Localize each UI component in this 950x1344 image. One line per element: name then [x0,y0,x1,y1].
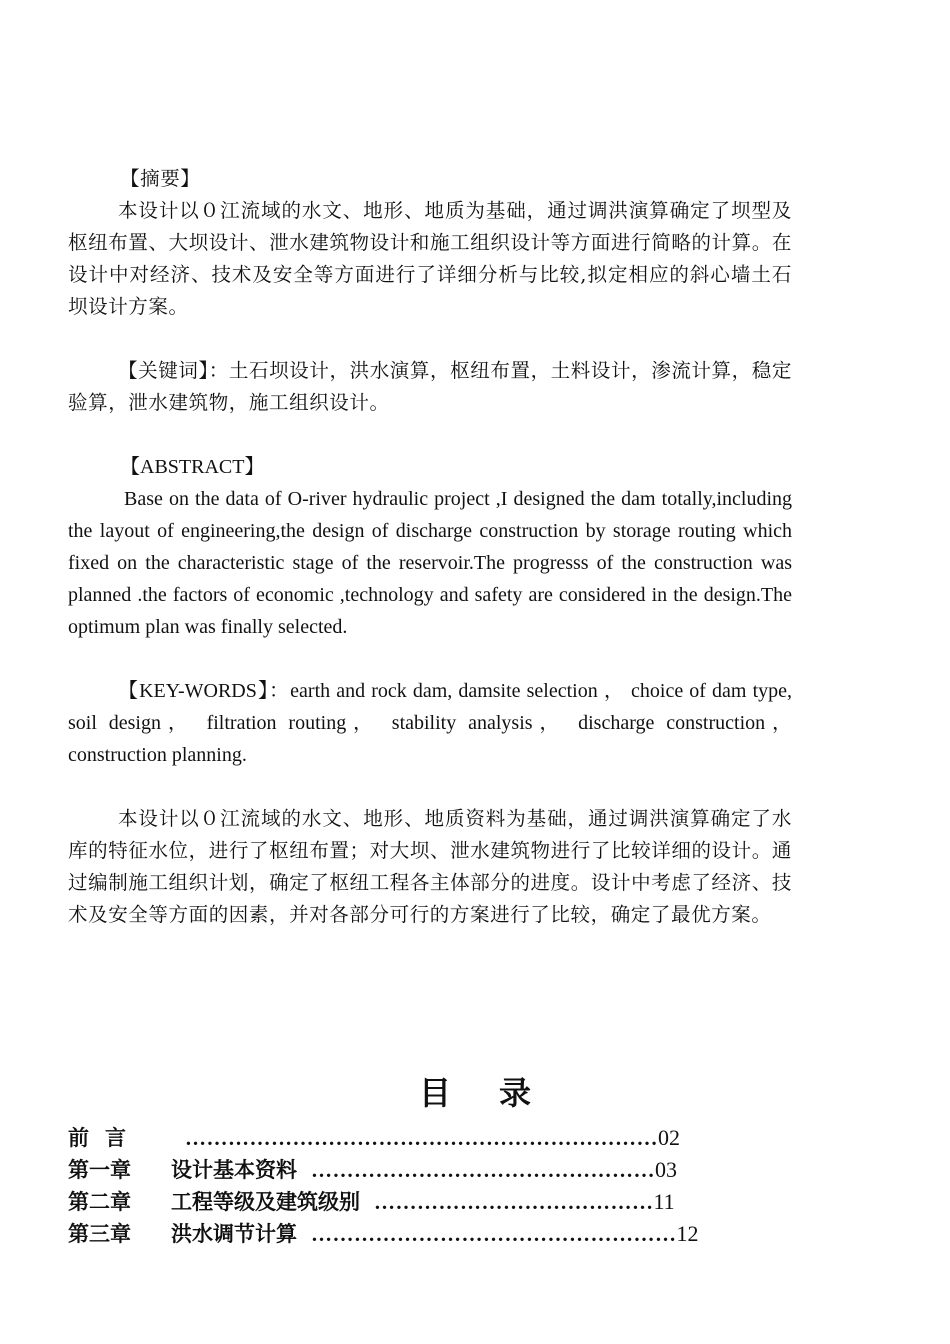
keywords-en-heading: 【KEY-WORDS】： [118,680,291,702]
toc-entry[interactable] [68,1186,748,1218]
keywords-en-body: earth and rock dam, damsite selection ， choice of dam type, soil design， filtration routing， stability analysis， discharge construction，construction planning. [68,680,793,766]
toc-entry[interactable] [68,1154,748,1186]
table-of-contents [68,1122,748,1250]
toc-page-number: 11 [653,1189,675,1214]
toc-chapter-name: 洪水调节计算 [171,1222,297,1246]
spacer [68,323,792,355]
toc-leader-dots: …………………………………………… [311,1222,677,1246]
abstract-cn [68,163,792,323]
summary-cn: 本设计以０江流域的水文、地形、地质资料为基础，通过调洪演算确定了水库的特征水位，进行了枢纽布置；对大坝、泄水建筑物进行了比较详细的设计。通过编制施工组织计划，确定了枢纽工程各主体部分的进度。设计中考虑了经济、技术及安全等方面的因素，并对各部分可行的方案进行了比较，确定了最优方案。 [68,807,792,926]
toc-leader-dots: ………………………………………………………… [185,1126,658,1150]
toc-chapter: 第三章 [68,1222,131,1246]
abstract-en [68,451,792,643]
keywords-cn-body: 土石坝设计，洪水演算，枢纽布置，土料设计，渗流计算，稳定验算，泄水建筑物，施工组织设计。 [68,359,792,414]
toc-entry[interactable] [68,1122,748,1154]
spacer [68,643,792,675]
abstract-en-heading: 【ABSTRACT】 [120,456,265,478]
toc-leader-dots: ………………………………………… [311,1158,655,1182]
toc-chapter-name: 设计基本资料 [171,1158,297,1182]
toc-leader-dots: ………………………………… [374,1190,654,1214]
toc-page-number: 12 [676,1221,699,1246]
toc-chapter: 第二章 [68,1190,131,1214]
toc-page-number: 03 [655,1157,677,1182]
keywords-cn [68,355,792,419]
abstract-cn-body: 本设计以０江流域的水文、地形、地质为基础，通过调洪演算确定了坝型及枢纽布置、大坝设计、泄水建筑物设计和施工组织设计等方面进行简略的计算。在设计中对经济、技术及安全等方面进行了详细分析与比较,拟定相应的斜心墙土石坝设计方案。 [68,199,792,318]
spacer [68,419,792,451]
keywords-cn-heading: 【关键词】： [118,359,229,382]
toc-chapter: 第一章 [68,1158,131,1182]
toc-chapter-name: 工程等级及建筑级别 [171,1190,360,1214]
toc-page-number: 02 [658,1125,680,1150]
toc-title: 目录 [418,1074,579,1112]
abstract-section [68,163,792,931]
abstract-en-body: Base on the data of O-river hydraulic project ,I designed the dam totally,including the layout of engineering,the design of discharge construction by storage routing which fixed on the characteristic stage of the reservoir.The progresss of the construction was planned .the factors of economic ,technology and safety are considered in the design.The optimum plan was finally selected. [68,488,792,638]
keywords-en [68,675,792,771]
toc-entry[interactable] [68,1218,748,1250]
spacer [68,771,792,803]
abstract-cn-heading: 【摘要】 [120,167,201,190]
toc-chapter: 前言 [68,1126,142,1150]
